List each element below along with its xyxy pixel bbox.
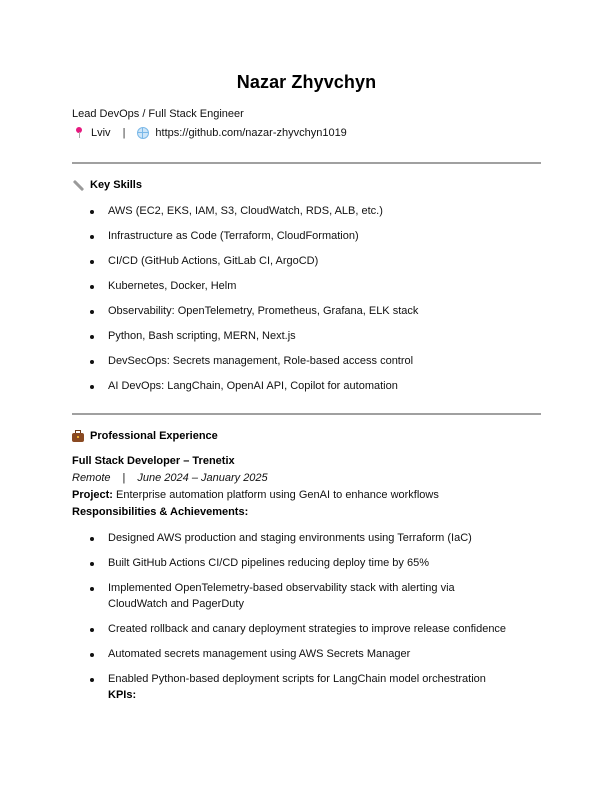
- list-item: Created rollback and canary deployment strategies to improve release confidence: [72, 621, 541, 637]
- project-label: Project:: [72, 489, 113, 501]
- wrench-icon: [72, 179, 84, 191]
- divider: [72, 413, 541, 415]
- job-meta: [72, 472, 268, 484]
- list-item-text: Enabled Python-based deployment scripts for LangChain model orchestration: [108, 673, 486, 685]
- list-item: Implemented OpenTelemetry-based observability stack with alerting via CloudWatch and PagerDuty: [72, 580, 541, 612]
- list-item: Observability: OpenTelemetry, Prometheus, Grafana, ELK stack: [72, 303, 541, 319]
- list-item: AI DevOps: LangChain, OpenAI API, Copilot for automation: [72, 378, 541, 394]
- list-item: DevSecOps: Secrets management, Role-based access control: [72, 353, 541, 369]
- pushpin-icon: [75, 127, 85, 139]
- job-title: Full Stack Developer – Trenetix: [72, 455, 235, 467]
- list-item: Python, Bash scripting, MERN, Next.js: [72, 328, 541, 344]
- section-heading-skills: [72, 179, 142, 191]
- job-location: Remote: [72, 472, 111, 484]
- github-link[interactable]: https://github.com/nazar-zhyvchyn1019: [155, 127, 347, 139]
- briefcase-icon: [72, 433, 84, 442]
- section-heading-text: Professional Experience: [90, 430, 218, 442]
- list-item: Designed AWS production and staging environments using Terraform (IaC): [72, 530, 541, 546]
- contact-line: [72, 127, 347, 139]
- job-dates: June 2024 – January 2025: [137, 472, 268, 484]
- list-item: Kubernetes, Docker, Helm: [72, 278, 541, 294]
- location-text: Lviv: [91, 127, 111, 139]
- responsibilities-list: [72, 530, 541, 703]
- separator: |: [122, 127, 126, 139]
- job-headline: Lead DevOps / Full Stack Engineer: [72, 108, 244, 120]
- globe-icon: [137, 127, 149, 139]
- list-item: CI/CD (GitHub Actions, GitLab CI, ArgoCD): [72, 253, 541, 269]
- divider: [72, 162, 541, 164]
- project-line: [72, 489, 439, 501]
- list-item: Built GitHub Actions CI/CD pipelines reducing deploy time by 65%: [72, 555, 541, 571]
- skills-list: [72, 203, 541, 394]
- kpis-label: KPIs:: [108, 689, 137, 701]
- project-description: Enterprise automation platform using GenAI to enhance workflows: [116, 489, 439, 501]
- list-item: Infrastructure as Code (Terraform, CloudFormation): [72, 228, 541, 244]
- responsibilities-label: Responsibilities & Achievements:: [72, 506, 249, 518]
- section-heading-experience: [72, 430, 218, 442]
- list-item: [72, 671, 541, 703]
- section-heading-text: Key Skills: [90, 179, 142, 191]
- list-item: Automated secrets management using AWS Secrets Manager: [72, 646, 541, 662]
- list-item: AWS (EC2, EKS, IAM, S3, CloudWatch, RDS, ALB, etc.): [72, 203, 541, 219]
- separator: |: [122, 472, 126, 484]
- candidate-name: Nazar Zhyvchyn: [236, 72, 377, 92]
